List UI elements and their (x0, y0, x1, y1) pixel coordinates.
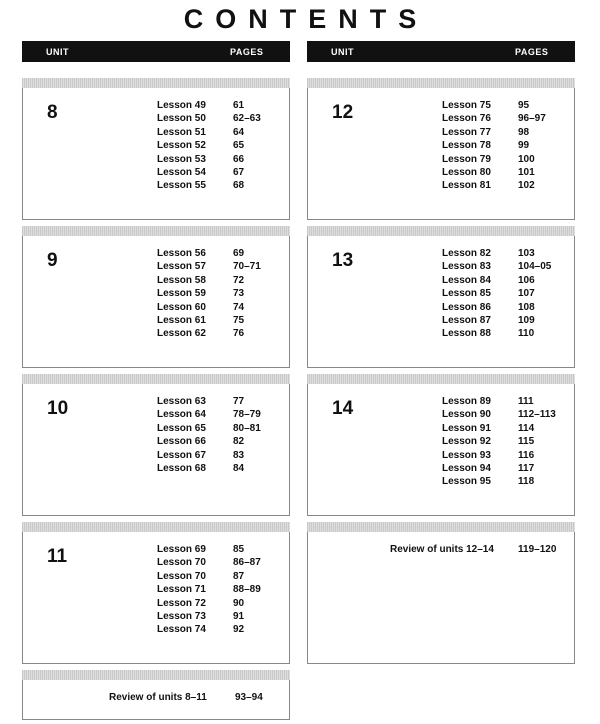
lesson-row (157, 571, 261, 584)
lesson-name: Lesson 77 (442, 126, 491, 138)
lesson-pages: 72 (233, 274, 245, 286)
unit-number: 14 (332, 398, 354, 419)
lesson-list (157, 544, 261, 638)
divider-band (307, 226, 575, 236)
unit-number: 10 (47, 398, 69, 419)
lesson-pages: 117 (518, 462, 535, 474)
unit-number: 12 (332, 102, 354, 123)
divider-band (22, 78, 290, 88)
lesson-row (442, 288, 551, 301)
lesson-pages: 66 (233, 153, 245, 165)
lesson-row (442, 100, 546, 113)
lesson-row (442, 302, 551, 315)
lesson-name: Lesson 79 (442, 153, 491, 165)
lesson-pages: 67 (233, 166, 245, 178)
lesson-name: Lesson 90 (442, 409, 491, 421)
lesson-name: Lesson 59 (157, 288, 206, 300)
lesson-name: Lesson 78 (442, 140, 491, 152)
divider-band (307, 374, 575, 384)
lesson-name: Lesson 92 (442, 436, 491, 448)
lesson-pages: 101 (518, 166, 535, 178)
lesson-name: Lesson 67 (157, 449, 206, 461)
lesson-name: Lesson 72 (157, 597, 206, 609)
lesson-name: Lesson 74 (157, 624, 206, 636)
lesson-row (157, 423, 261, 436)
lesson-pages: 116 (518, 449, 535, 461)
lesson-name: Lesson 70 (157, 557, 206, 569)
lesson-pages: 76 (233, 328, 245, 340)
lesson-row (157, 261, 261, 274)
lesson-row (157, 288, 261, 301)
lesson-list (442, 396, 556, 490)
lesson-name: Lesson 66 (157, 436, 206, 448)
lesson-pages: 98 (518, 126, 530, 138)
unit-header-label: UNIT (46, 47, 69, 57)
unit-section (307, 384, 575, 516)
unit-section (22, 88, 290, 220)
review-section (22, 680, 290, 720)
lesson-row (442, 436, 556, 449)
unit-section (307, 236, 575, 368)
lesson-pages: 106 (518, 274, 535, 286)
lesson-name: Lesson 94 (442, 462, 491, 474)
lesson-row (157, 624, 261, 637)
lesson-name: Lesson 57 (157, 261, 206, 273)
lesson-pages: 103 (518, 248, 535, 259)
lesson-pages: 74 (233, 301, 245, 313)
lesson-pages: 91 (233, 610, 245, 622)
lesson-name: Lesson 62 (157, 328, 206, 340)
unit-section (22, 532, 290, 664)
lesson-name: Lesson 86 (442, 301, 491, 313)
lesson-row (157, 436, 261, 449)
lesson-row (157, 100, 261, 113)
lesson-row (442, 450, 556, 463)
review-label: Review of units 8–11 (109, 692, 207, 703)
lesson-row (442, 463, 556, 476)
review-section (307, 532, 575, 664)
lesson-row (442, 261, 551, 274)
lesson-row (442, 167, 546, 180)
lesson-pages: 62–63 (233, 113, 261, 125)
divider-band (22, 522, 290, 532)
review-label: Review of units 12–14 (390, 544, 494, 555)
lesson-name: Lesson 65 (157, 422, 206, 434)
lesson-name: Lesson 91 (442, 422, 491, 434)
lesson-pages: 95 (518, 100, 530, 111)
pages-header-label: PAGES (230, 47, 264, 57)
lesson-pages: 82 (233, 436, 245, 448)
lesson-name: Lesson 56 (157, 248, 206, 259)
lesson-pages: 86–87 (233, 557, 261, 569)
lesson-pages: 90 (233, 597, 245, 609)
lesson-name: Lesson 81 (442, 180, 491, 192)
lesson-pages: 96–97 (518, 113, 546, 125)
lesson-name: Lesson 54 (157, 166, 206, 178)
lesson-name: Lesson 64 (157, 409, 206, 421)
lesson-row (157, 450, 261, 463)
divider-band (22, 226, 290, 236)
lesson-pages: 99 (518, 140, 530, 152)
lesson-row (157, 463, 261, 476)
right-column (307, 41, 575, 664)
divider-band (22, 670, 290, 680)
lesson-pages: 110 (518, 328, 535, 340)
lesson-pages: 118 (518, 476, 535, 488)
lesson-row (157, 302, 261, 315)
lesson-name: Lesson 73 (157, 610, 206, 622)
lesson-name: Lesson 75 (442, 100, 491, 111)
unit-number: 8 (47, 102, 58, 123)
lesson-pages: 104–05 (518, 261, 552, 273)
lesson-row (157, 409, 261, 422)
lesson-row (157, 127, 261, 140)
unit-number: 11 (47, 546, 68, 567)
lesson-name: Lesson 51 (157, 126, 206, 138)
lesson-name: Lesson 93 (442, 449, 491, 461)
lesson-name: Lesson 83 (442, 261, 491, 273)
lesson-name: Lesson 95 (442, 476, 491, 488)
lesson-row (157, 248, 261, 261)
lesson-pages: 75 (233, 314, 245, 326)
lesson-name: Lesson 82 (442, 248, 491, 259)
lesson-pages: 73 (233, 288, 245, 300)
lesson-row (442, 180, 546, 193)
lesson-name: Lesson 70 (157, 570, 206, 582)
lesson-pages: 68 (233, 180, 245, 192)
lesson-row (442, 154, 546, 167)
lesson-pages: 61 (233, 100, 245, 111)
lesson-row (157, 544, 261, 557)
lesson-row (157, 328, 261, 341)
lesson-row (442, 140, 546, 153)
lesson-row (157, 611, 261, 624)
lesson-name: Lesson 55 (157, 180, 206, 192)
lesson-pages: 65 (233, 140, 245, 152)
lesson-name: Lesson 61 (157, 314, 206, 326)
lesson-row (442, 409, 556, 422)
lesson-name: Lesson 76 (442, 113, 491, 125)
lesson-row (157, 154, 261, 167)
lesson-pages: 83 (233, 449, 245, 461)
divider-band (22, 374, 290, 384)
lesson-pages: 114 (518, 422, 535, 434)
lesson-pages: 87 (233, 570, 245, 582)
lesson-pages: 80–81 (233, 422, 261, 434)
review-pages: 119–120 (518, 544, 557, 555)
lesson-row (442, 248, 551, 261)
lesson-name: Lesson 49 (157, 100, 206, 111)
lesson-row (157, 140, 261, 153)
lesson-row (157, 598, 261, 611)
unit-header-label: UNIT (331, 47, 354, 57)
lesson-pages: 92 (233, 624, 245, 636)
lesson-name: Lesson 89 (442, 396, 491, 407)
lesson-pages: 69 (233, 248, 245, 259)
lesson-name: Lesson 71 (157, 584, 206, 596)
lesson-name: Lesson 53 (157, 153, 206, 165)
lesson-list (442, 248, 551, 342)
lesson-pages: 109 (518, 314, 535, 326)
lesson-name: Lesson 88 (442, 328, 491, 340)
lesson-name: Lesson 63 (157, 396, 206, 407)
lesson-row (442, 315, 551, 328)
lesson-row (442, 275, 551, 288)
lesson-pages: 77 (233, 396, 245, 407)
lesson-pages: 70–71 (233, 261, 261, 273)
lesson-row (157, 557, 261, 570)
lesson-pages: 84 (233, 462, 245, 474)
lesson-name: Lesson 80 (442, 166, 491, 178)
lesson-row (442, 113, 546, 126)
lesson-pages: 115 (518, 436, 535, 448)
lesson-row (157, 275, 261, 288)
lesson-row (157, 180, 261, 193)
lesson-list (157, 248, 261, 342)
lesson-list (442, 100, 546, 194)
lesson-pages: 112–113 (518, 409, 556, 421)
divider-band (307, 522, 575, 532)
lesson-pages: 88–89 (233, 584, 261, 596)
lesson-row (157, 584, 261, 597)
lesson-row (442, 328, 551, 341)
lesson-name: Lesson 52 (157, 140, 206, 152)
lesson-row (157, 113, 261, 126)
lesson-name: Lesson 50 (157, 113, 206, 125)
lesson-name: Lesson 69 (157, 544, 206, 555)
column-header (22, 41, 290, 62)
unit-number: 13 (332, 250, 354, 271)
lesson-pages: 78–79 (233, 409, 261, 421)
lesson-pages: 85 (233, 544, 245, 555)
unit-section (22, 384, 290, 516)
review-pages: 93–94 (235, 692, 263, 703)
unit-number: 9 (47, 250, 58, 271)
lesson-row (157, 315, 261, 328)
lesson-name: Lesson 60 (157, 301, 206, 313)
lesson-row (442, 476, 556, 489)
unit-section (307, 88, 575, 220)
lesson-pages: 111 (518, 396, 534, 407)
lesson-name: Lesson 68 (157, 462, 206, 474)
lesson-name: Lesson 87 (442, 314, 491, 326)
lesson-row (442, 396, 556, 409)
lesson-row (442, 423, 556, 436)
lesson-pages: 64 (233, 126, 245, 138)
lesson-pages: 107 (518, 288, 535, 300)
pages-header-label: PAGES (515, 47, 549, 57)
lesson-name: Lesson 85 (442, 288, 491, 300)
column-header (307, 41, 575, 62)
lesson-row (157, 167, 261, 180)
divider-band (307, 78, 575, 88)
lesson-name: Lesson 84 (442, 274, 491, 286)
unit-section (22, 236, 290, 368)
lesson-pages: 100 (518, 153, 535, 165)
lesson-row (157, 396, 261, 409)
left-column (22, 41, 290, 720)
page-title: CONTENTS (183, 4, 429, 34)
lesson-pages: 108 (518, 301, 535, 313)
lesson-list (157, 396, 261, 476)
lesson-list (157, 100, 261, 194)
lesson-name: Lesson 58 (157, 274, 206, 286)
lesson-row (442, 127, 546, 140)
lesson-pages: 102 (518, 180, 535, 192)
